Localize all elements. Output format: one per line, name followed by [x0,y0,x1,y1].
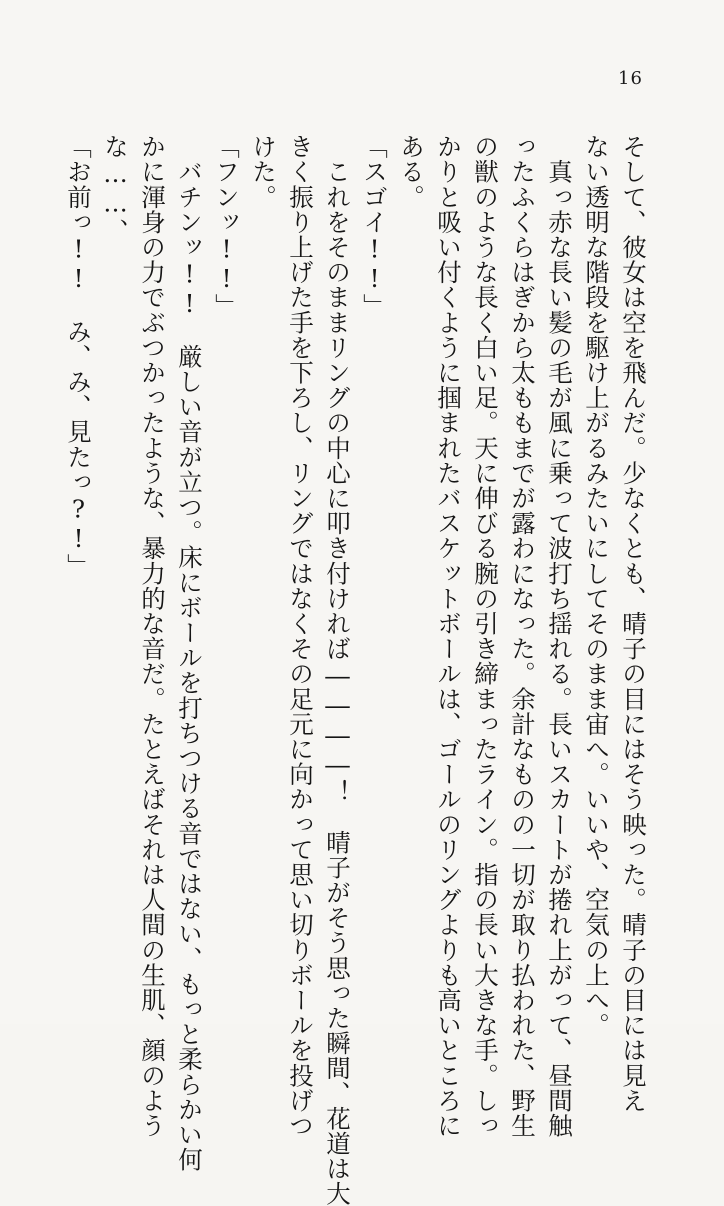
text-line: 真っ赤な長い髪の毛が風に乗って波打ち揺れる。長いスカートが捲れ上がって、昼間触 [545,134,574,1138]
text-line: バチンッ!! 厳しい音が立つ。床にボールを打ちつける音ではない、もっと柔らかい何 [175,134,204,1173]
text-line: ある。 [397,134,426,210]
page-number: 16 [618,68,643,89]
text-line: かりと吸い付くように掴まれたバスケットボールは、ゴールのリングよりも高いところに [434,134,463,1138]
text-line: ない透明な階段を駆け上がるみたいにしてそのまま宙へ。いいや、空気の上へ。 [582,134,611,1038]
vertical-text-body [64,134,652,1206]
text-line: これをそのままリングの中心に叩き付ければ――――！ 晴子がそう思った瞬間、花道は大 [323,134,352,1206]
text-line: かに渾身の力でぶつかったような、暴力的な音だ。たとえばそれは人間の生肌、顔のよう [138,134,167,1138]
text-line: な……、 [101,134,130,244]
text-line: けた。 [249,134,278,210]
text-line: そして、彼女は空を飛んだ。少なくとも、晴子の目にはそう映った。晴子の目には見え [619,134,648,1113]
text-line: の獣のような長く白い足。天に伸びる腕の引き締まったライン。指の長い大きな手。しっ [471,134,500,1138]
dialogue-line: 「お前っ!! み、み、見たっ?!」 [64,134,93,579]
text-line: ったふくらはぎから太ももまでが露わになった。余計なものの一切が取り払われた、野生 [508,134,537,1138]
text-line: きく振り上げた手を下ろし、リングではなくその足元に向かって思い切りボールを投げつ [286,134,315,1138]
dialogue-line: 「フンッ!!」 [212,134,241,319]
dialogue-line: 「スゴイ!!」 [360,134,389,319]
